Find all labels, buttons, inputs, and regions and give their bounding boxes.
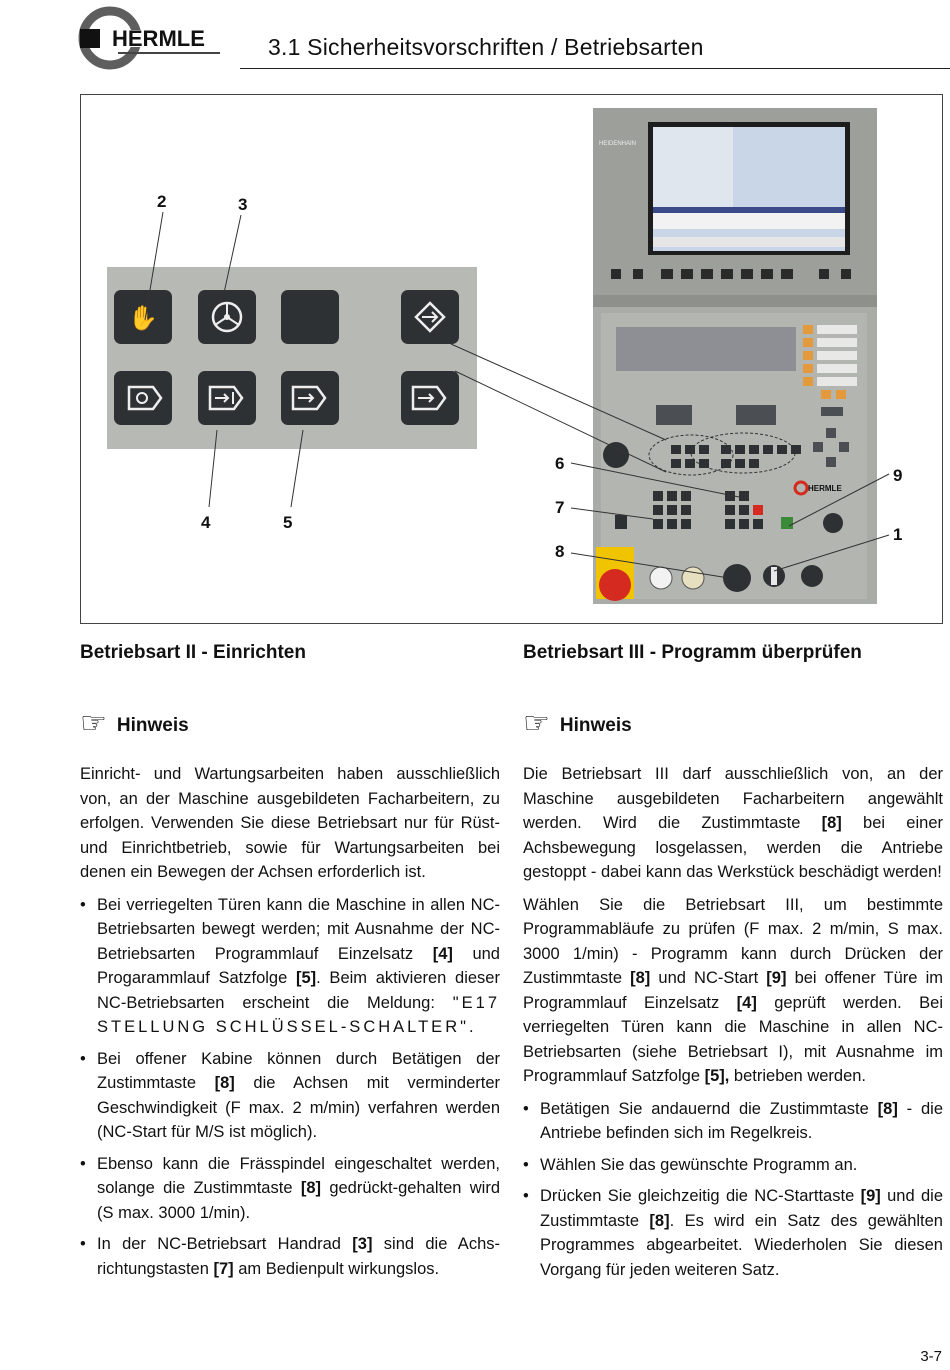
handwheel-mode-key	[198, 290, 256, 344]
callout-2: 2	[157, 192, 167, 211]
callout-6: 6	[555, 454, 565, 473]
callout-7: 7	[555, 498, 565, 517]
program-edit-key	[114, 371, 172, 425]
single-block-key	[198, 371, 256, 425]
callout-8: 8	[555, 542, 565, 561]
pointing-hand-icon: ☞	[523, 707, 550, 740]
pointing-hand-icon: ☞	[80, 707, 107, 740]
full-sequence-key	[281, 371, 339, 425]
control-panel	[593, 108, 877, 604]
list-item: • Ebenso kann die Frässpindel eingeschaltet werden, solange die Zustimmtaste [8] gedrückt-gehalten wird (S max. 3000 1/min).	[80, 1152, 500, 1226]
callout-1: 1	[893, 525, 903, 544]
list-item: • Betätigen Sie andauernd die Zustimmtaste [8] - die Antriebe befinden sich im Regelkreis.	[523, 1097, 943, 1146]
hint-label: Hinweis	[116, 715, 189, 736]
callout-9: 9	[893, 466, 903, 485]
page-number: 3-7	[920, 1348, 942, 1365]
positioning-key	[401, 290, 459, 344]
hint-label: Hinweis	[559, 715, 632, 736]
warning-paragraph: Die Betriebsart III darf ausschließlich von, an der Maschine ausgebildeten Facharbeitern angewählt werden. Wird die Zustimmtaste [8] bei einer Achsbewegung losgelassen, werden die Antriebe gestoppt - dabei kann das Werkstück beschädigt werden!	[523, 765, 943, 881]
section-heading-einrichten: Betriebsart II - Einrichten	[80, 642, 306, 663]
mode-keys-closeup	[107, 267, 477, 449]
blank-key	[281, 290, 339, 344]
svg-text:✋: ✋	[128, 305, 158, 332]
right-column	[523, 640, 943, 1289]
callout-3: 3	[238, 195, 248, 214]
list-item: • Bei verriegelten Türen kann die Maschine in allen NC-Betriebsarten bewegt werden; mit Ausnahme der NC-Betriebsarten Programmlauf Einzelsatz [4] und Progarammlauf Satzfolge [5]. Beim aktivieren dieser NC-Betriebsarten erscheint die Meldung: "E17 STELLUNG SCHLÜSSEL-SCHALTER".	[80, 893, 500, 1040]
list-item: • Wählen Sie das gewünschte Programm an.	[523, 1153, 943, 1178]
list-item: • In der NC-Betriebsart Handrad [3] sind die Achs-richtungstasten [7] am Bedienpult wirkungslos.	[80, 1232, 500, 1281]
error-message: "E17 STELLUNG SCHLÜSSEL-SCHALTER".	[97, 993, 500, 1036]
bullet-list	[80, 893, 500, 1282]
panel-logo: HERMLE	[808, 484, 842, 493]
left-column	[80, 640, 500, 1288]
callout-4: 4	[201, 513, 211, 532]
list-item: • Drücken Sie gleichzeitig die NC-Starttaste [9] und die Zustimmtaste [8]. Es wird ein Satz des gewählten Programmes abgearbeitet. Wiederholen Sie diesen Vorgang für jeden weiteren Satz.	[523, 1184, 943, 1282]
emergency-stop	[599, 569, 631, 601]
hermle-logo	[78, 6, 228, 70]
intro-paragraph: Einricht- und Wartungsarbeiten haben ausschließlich von, an der Maschine ausgebildeten Facharbeitern, zu erfolgen. Verwenden Sie diese Betriebsart nur für Rüst- und Einrichtbetrieb, sowie für Wartungsarbeiten bei denen ein Bewegen der Achsen erforderlich ist.	[80, 765, 500, 881]
control-panel-figure	[80, 94, 943, 624]
manual-mode-key	[114, 290, 172, 344]
hint-box	[80, 707, 500, 740]
program-run-key	[401, 371, 459, 425]
list-item: • Bei offener Kabine können durch Betätigen der Zustimmtaste [8] die Achsen mit verminderter Geschwindigkeit (F max. 2 m/min) verfahren werden (NC-Start für M/S ist möglich).	[80, 1047, 500, 1145]
hint-box	[523, 707, 943, 740]
nc-start-button	[781, 517, 793, 529]
bullet-list	[523, 1097, 943, 1283]
header-divider	[240, 68, 950, 69]
section-heading-programm-pruefen: Betriebsart III - Programm überprüfen	[523, 642, 862, 663]
panel-brand: HEIDENHAIN	[599, 141, 637, 147]
page-title: 3.1 Sicherheitsvorschriften / Betriebsarten	[268, 34, 704, 60]
callout-5: 5	[283, 513, 293, 532]
procedure-paragraph: Wählen Sie die Betriebsart III, um bestimmte Programmabläufe zu prüfen (F max. 2 m/min, S max. 3000 1/min) - Programm kann durch Drücken der Zustimmtaste [8] und NC-Start [9] bei offener Türe im Programmlauf Einzelsatz [4] geprüft werden. Bei verriegelten Türen kann die Maschine in allen NC-Betriebsarten (siehe Betriebsart I), mit Ausnahme im Programmlauf Satzfolge [5], betrieben werden.	[523, 895, 943, 1085]
logo-text: HERMLE	[112, 26, 205, 51]
